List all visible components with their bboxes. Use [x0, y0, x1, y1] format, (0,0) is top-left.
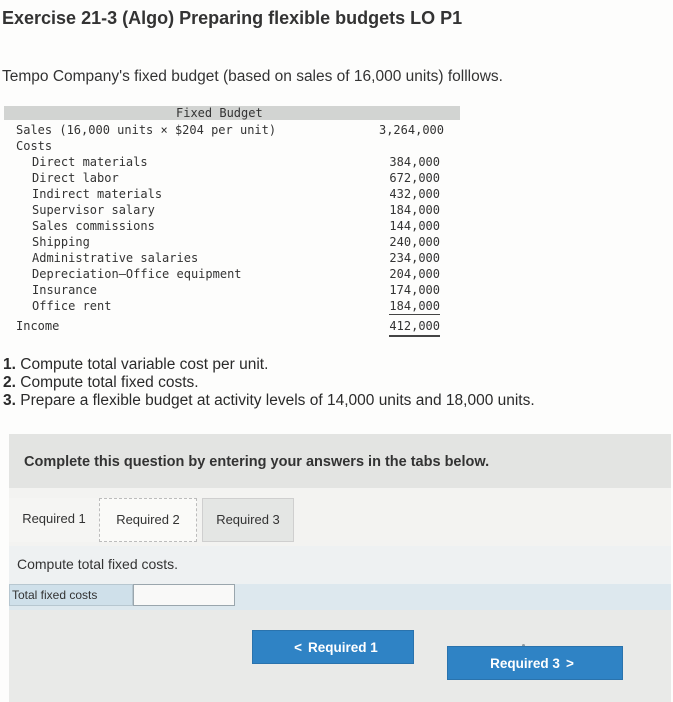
sales-row	[4, 122, 460, 138]
cost-row	[4, 186, 460, 202]
question-number: 2.	[3, 374, 16, 391]
question-text: Compute total fixed costs.	[20, 374, 199, 391]
question-list	[3, 356, 535, 410]
panel-instruction-bar	[9, 434, 671, 488]
cost-value: 144,000	[389, 219, 440, 233]
tab-required-1[interactable]: Required 1	[9, 498, 99, 542]
answer-panel	[9, 434, 671, 702]
income-row	[4, 318, 460, 334]
question-item	[3, 356, 535, 374]
costs-label: Costs	[16, 139, 53, 153]
cost-label: Supervisor salary	[32, 203, 155, 217]
cost-value: 184,000	[389, 203, 440, 217]
costs-heading-row	[4, 138, 460, 154]
sales-value: 3,264,000	[378, 123, 444, 137]
tab-prompt: Compute total fixed costs.	[17, 556, 179, 572]
cost-label: Direct labor	[32, 171, 119, 185]
cost-label: Depreciation—Office equipment	[32, 267, 242, 281]
tab-required-2[interactable]: Required 2	[99, 498, 197, 542]
intro-text: Tempo Company's fixed budget (based on sales of 16,000 units) folllows.	[2, 68, 503, 85]
cost-row	[4, 170, 460, 186]
question-text: Prepare a flexible budget at activity levels of 14,000 units and 18,000 units.	[20, 392, 535, 409]
question-item	[3, 392, 535, 410]
cost-value: 204,000	[389, 267, 440, 281]
cost-row	[4, 218, 460, 234]
chevron-right-icon: >	[565, 656, 574, 671]
cost-row	[4, 154, 460, 170]
cost-row	[4, 234, 460, 250]
cost-label: Shipping	[32, 235, 90, 249]
total-fixed-costs-input[interactable]	[133, 584, 235, 606]
cost-label: Direct materials	[32, 155, 148, 169]
question-text: Compute total variable cost per unit.	[20, 356, 269, 373]
sales-label: Sales (16,000 units × $204 per unit)	[16, 123, 277, 137]
question-number: 1.	[3, 356, 16, 373]
income-value: 412,000	[389, 318, 440, 337]
previous-button-label: Required 1	[308, 640, 378, 655]
tab-required-3[interactable]: Required 3	[202, 498, 294, 542]
previous-required-button[interactable]	[252, 630, 414, 664]
cost-label: Indirect materials	[32, 187, 163, 201]
question-item	[3, 374, 535, 392]
cost-row	[4, 298, 460, 314]
cost-value: 184,000	[389, 299, 440, 313]
total-fixed-costs-label: Total fixed costs	[9, 584, 133, 606]
cost-value: 432,000	[389, 187, 440, 201]
next-button-label: Required 3	[490, 656, 560, 671]
cost-value: 384,000	[389, 155, 440, 169]
cost-value: 672,000	[389, 171, 440, 185]
cost-row	[4, 202, 460, 218]
cost-label: Sales commissions	[32, 219, 155, 233]
chevron-left-icon: <	[294, 640, 303, 655]
cost-value: 174,000	[389, 283, 440, 297]
income-label: Income	[16, 319, 60, 333]
panel-instruction: Complete this question by entering your answers in the tabs below.	[24, 454, 490, 470]
fixed-budget-table	[4, 106, 460, 334]
cost-value: 234,000	[389, 251, 440, 265]
cost-row	[4, 266, 460, 282]
answer-row	[9, 584, 671, 610]
cost-value: 240,000	[389, 235, 440, 249]
cost-row	[4, 250, 460, 266]
budget-header: Fixed Budget	[4, 106, 460, 120]
cost-row	[4, 282, 460, 298]
cost-label: Administrative salaries	[32, 251, 199, 265]
question-number: 3.	[3, 392, 16, 409]
next-required-button[interactable]	[447, 646, 623, 680]
cost-label: Insurance	[32, 283, 98, 297]
page-title: Exercise 21-3 (Algo) Preparing flexible budgets LO P1	[2, 8, 463, 28]
cost-label: Office rent	[32, 299, 112, 313]
